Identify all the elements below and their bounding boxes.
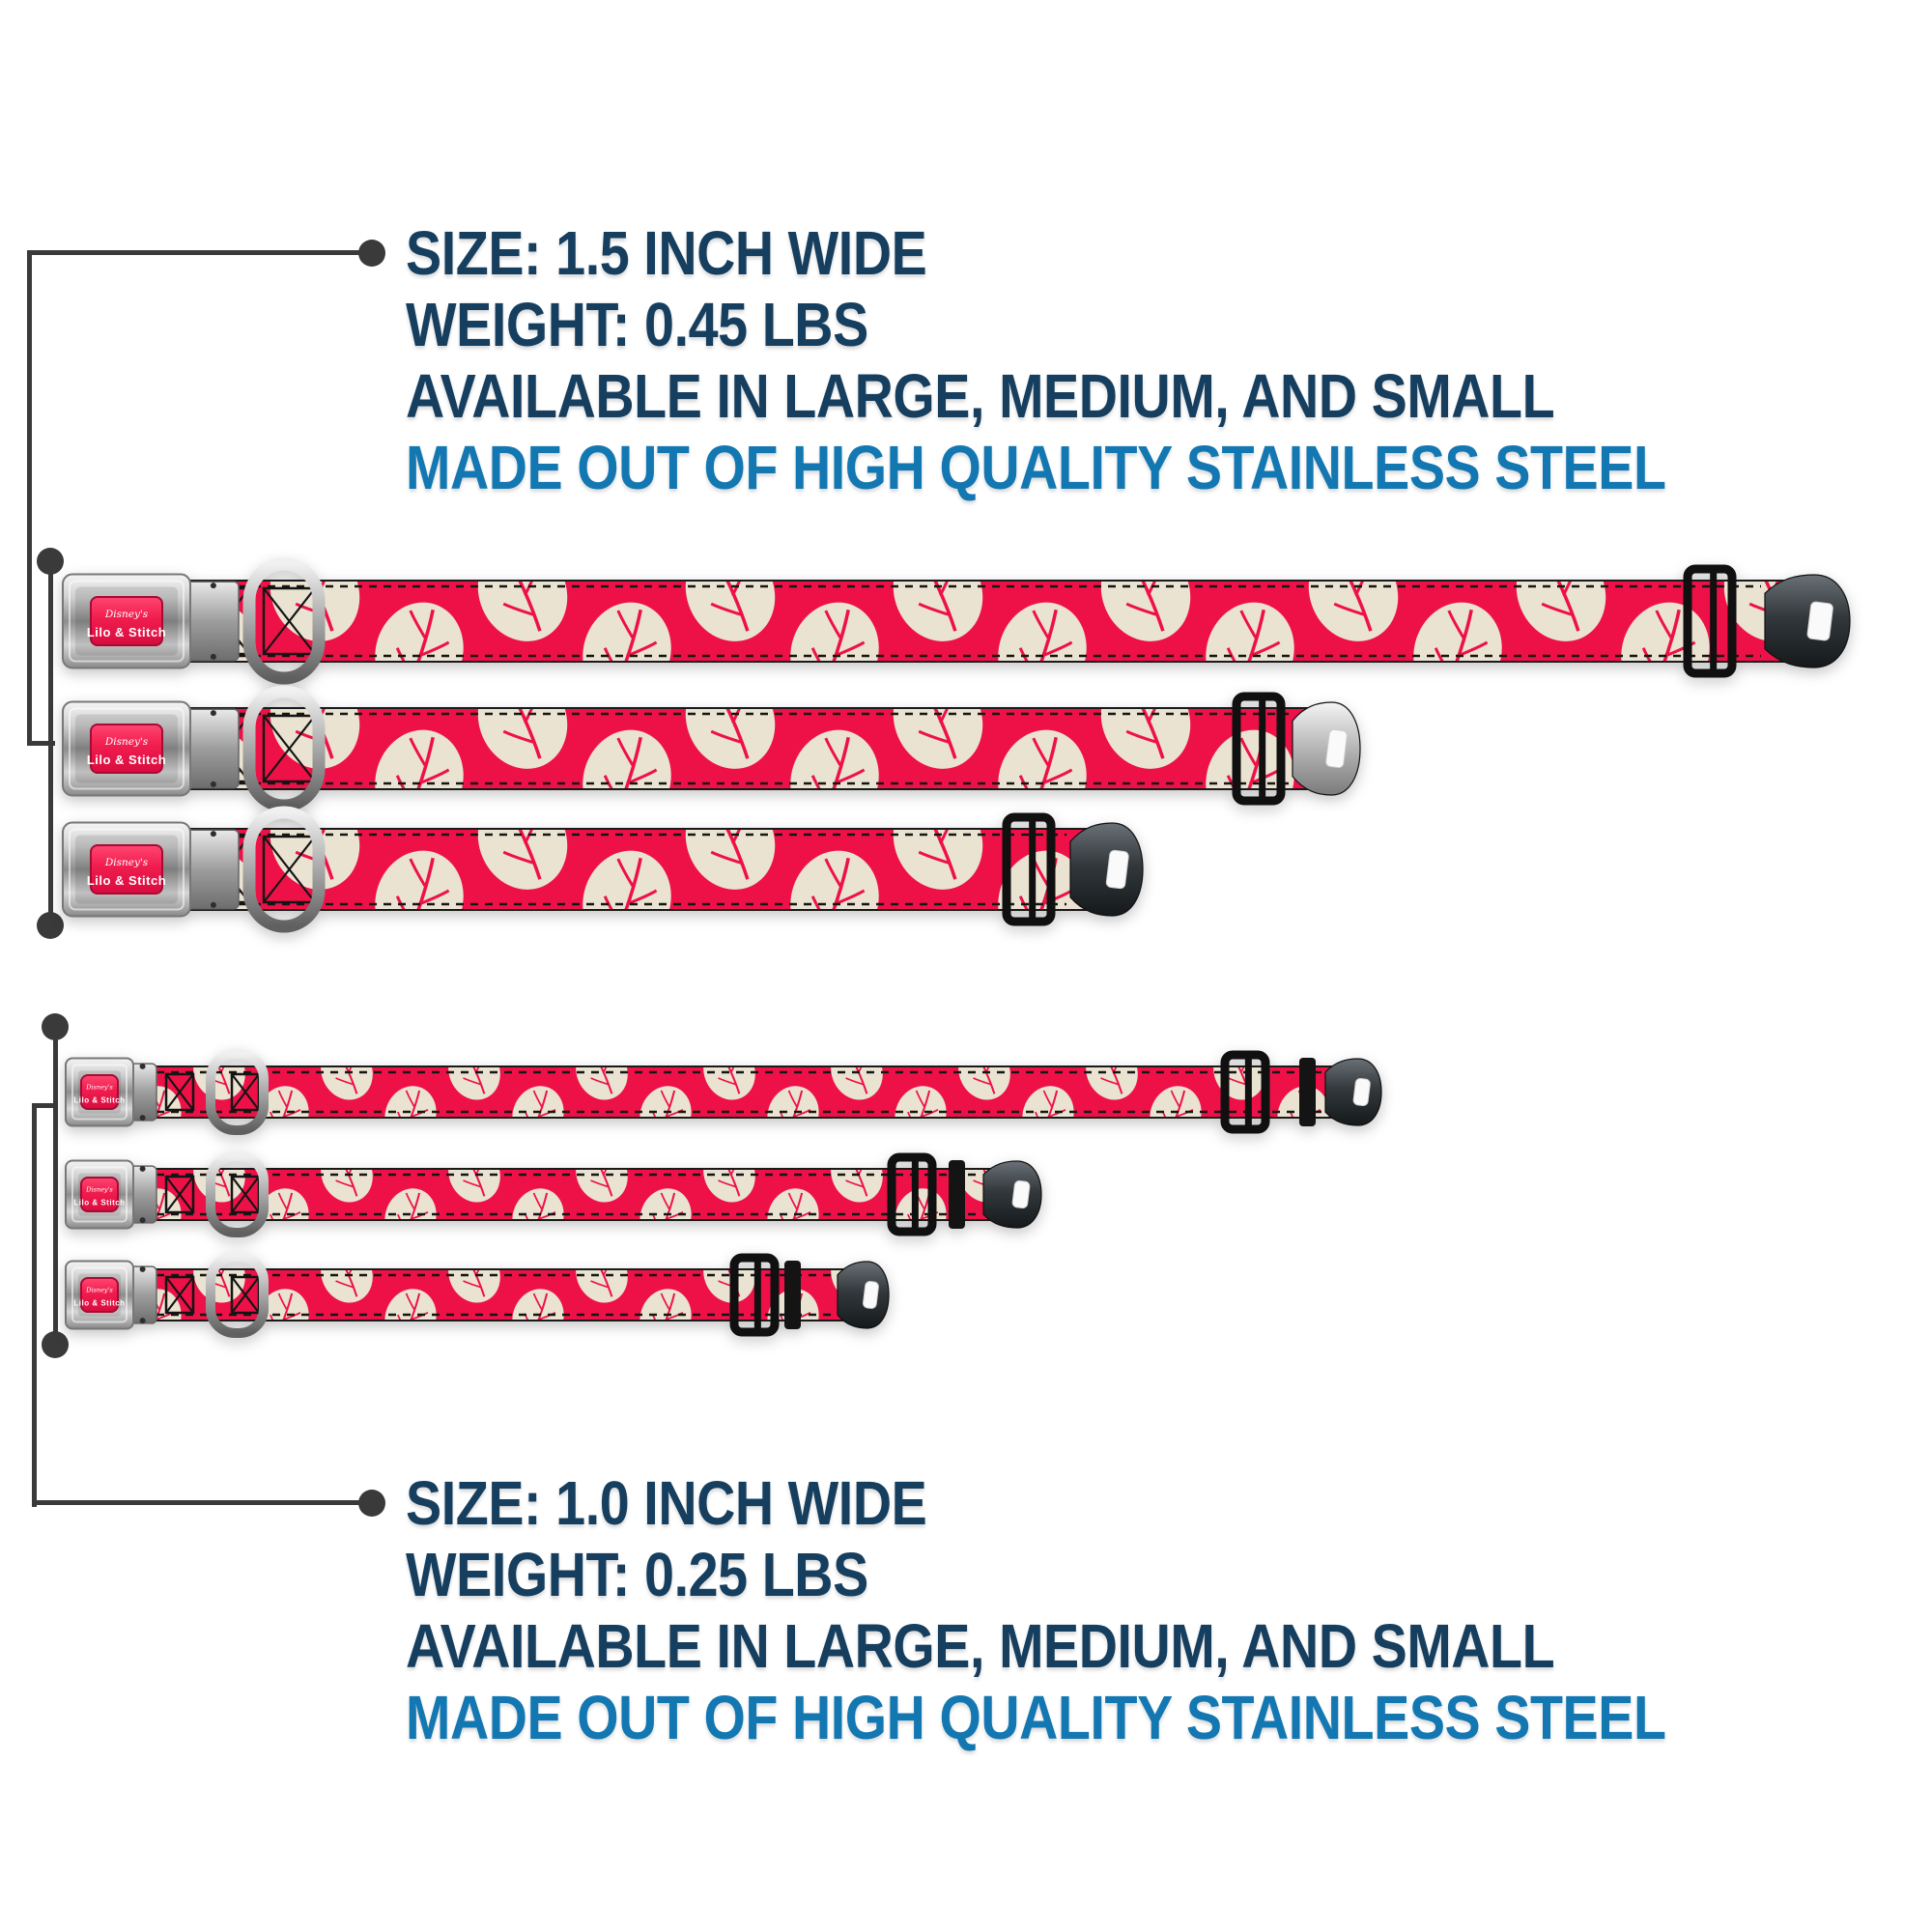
spec-bottom-material: MADE OUT OF HIGH QUALITY STAINLESS STEEL	[406, 1683, 1666, 1752]
callout-dot-bottom-text	[358, 1490, 385, 1517]
collar-photo-1-5-inch-small	[57, 796, 1149, 943]
svg-text:Disney's: Disney's	[104, 609, 149, 620]
callout-line-bottom-horizontal	[32, 1500, 372, 1505]
callout-bracket-bottom-group	[53, 1027, 58, 1345]
svg-text:Disney's: Disney's	[104, 857, 149, 868]
collar-photo-1-5-inch-large	[57, 548, 1856, 695]
callout-dot-top-text	[358, 240, 385, 267]
svg-text:Lilo & Stitch: Lilo & Stitch	[73, 1095, 126, 1105]
spec-top-sizes: AVAILABLE IN LARGE, MEDIUM, AND SMALL	[406, 361, 1555, 431]
callout-bracket-top-group	[48, 561, 53, 925]
svg-text:Lilo & Stitch: Lilo & Stitch	[86, 625, 167, 639]
svg-text:Lilo & Stitch: Lilo & Stitch	[86, 753, 167, 767]
svg-text:Disney's: Disney's	[104, 736, 149, 748]
spec-block-top	[406, 217, 1666, 503]
spec-top-size: SIZE: 1.5 INCH WIDE	[406, 218, 927, 288]
spec-bottom-sizes: AVAILABLE IN LARGE, MEDIUM, AND SMALL	[406, 1611, 1555, 1681]
callout-line-bottom-vertical	[32, 1103, 37, 1507]
spec-bottom-size: SIZE: 1.0 INCH WIDE	[406, 1468, 927, 1538]
svg-text:Disney's: Disney's	[86, 1286, 113, 1294]
spec-top-material: MADE OUT OF HIGH QUALITY STAINLESS STEEL	[406, 433, 1666, 502]
spec-bottom-weight: WEIGHT: 0.25 LBS	[406, 1540, 868, 1609]
spec-block-bottom	[406, 1467, 1666, 1753]
svg-text:Lilo & Stitch: Lilo & Stitch	[73, 1198, 126, 1208]
collar-photo-1-0-inch-medium	[60, 1136, 1047, 1253]
callout-line-top-vertical	[27, 250, 32, 746]
svg-text:Lilo & Stitch: Lilo & Stitch	[86, 873, 167, 888]
callout-line-top-horizontal	[27, 250, 372, 255]
spec-top-weight: WEIGHT: 0.45 LBS	[406, 290, 868, 359]
collar-photo-1-0-inch-small	[60, 1236, 895, 1353]
svg-text:Lilo & Stitch: Lilo & Stitch	[73, 1298, 126, 1308]
collar-photo-1-0-inch-large	[60, 1034, 1387, 1151]
svg-text:Disney's: Disney's	[86, 1185, 113, 1194]
svg-text:Disney's: Disney's	[86, 1083, 113, 1092]
